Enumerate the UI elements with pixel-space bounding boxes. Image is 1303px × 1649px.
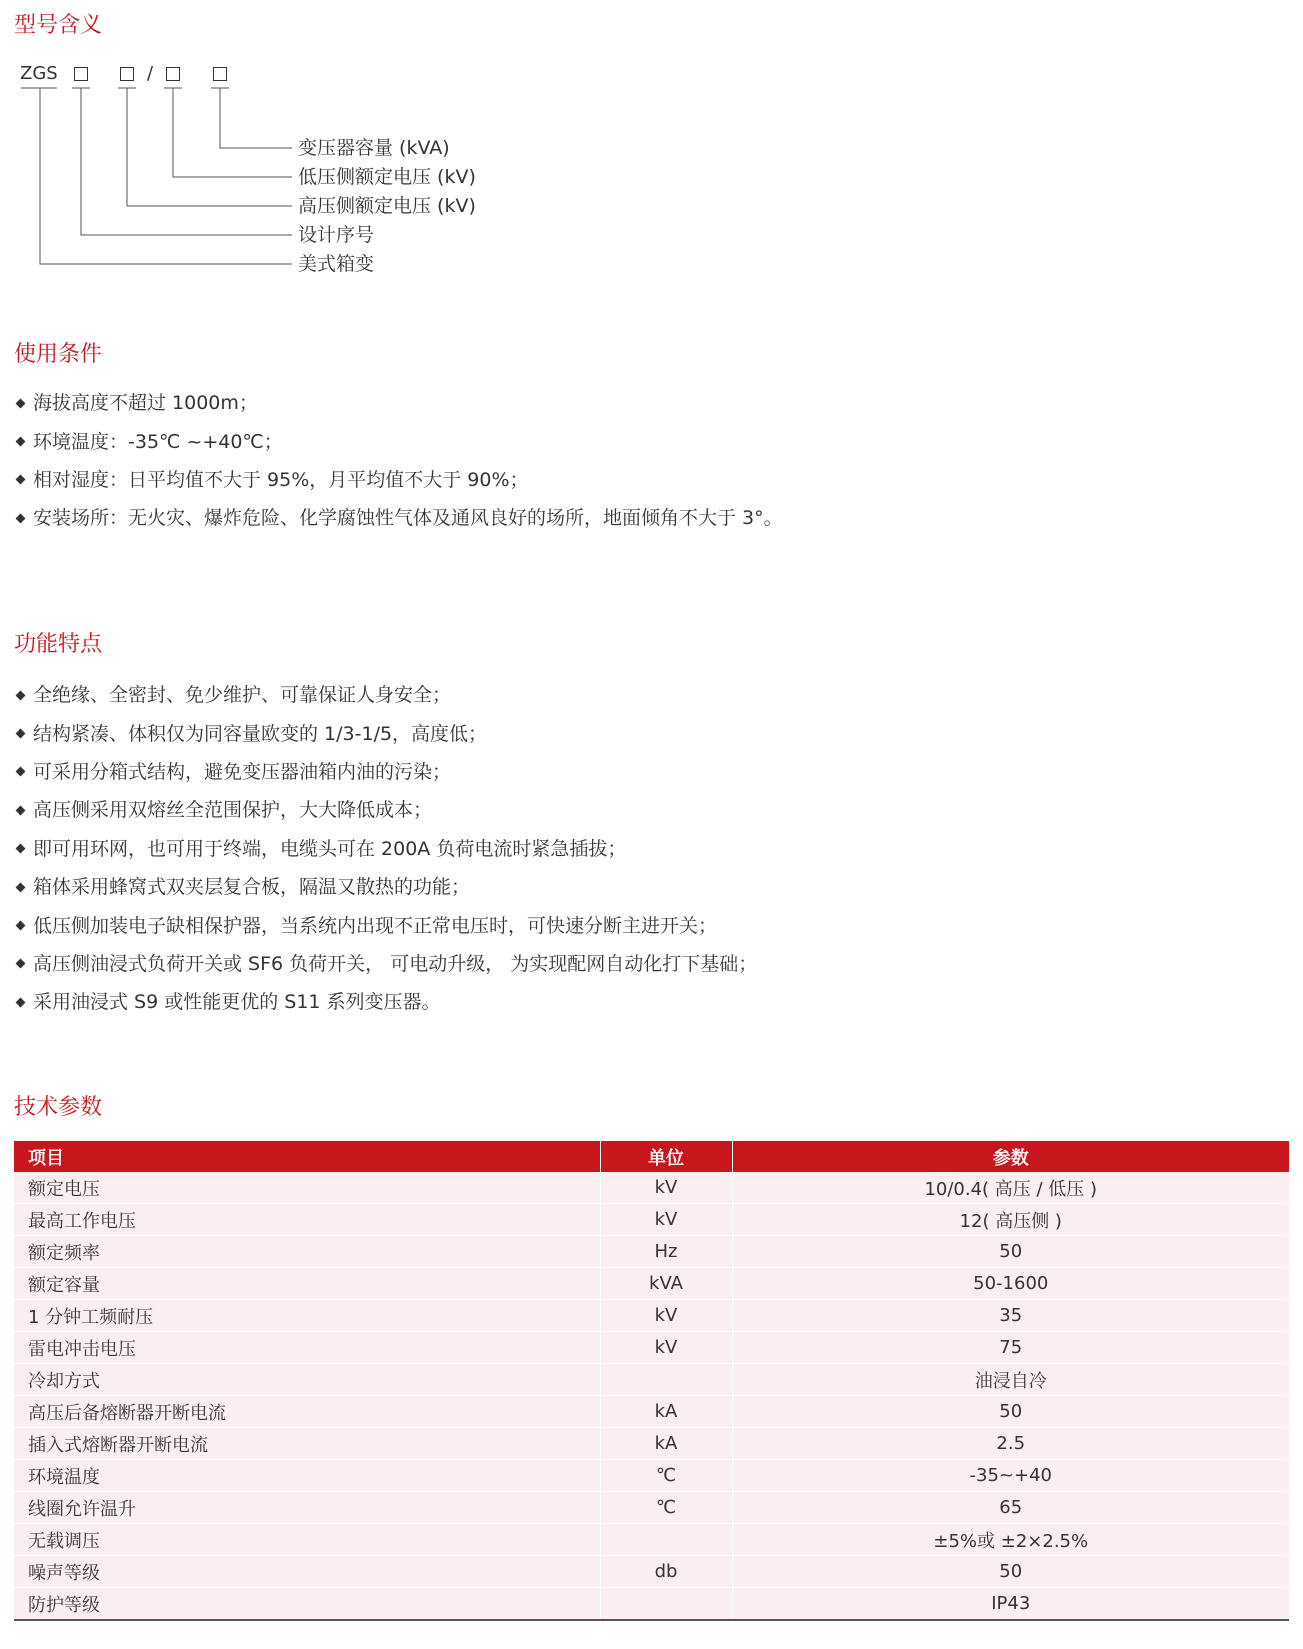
param-cell: 35 (732, 1300, 1289, 1332)
unit-cell: kV (600, 1172, 732, 1204)
table-row (14, 1300, 1289, 1332)
header-param: 参数 (732, 1141, 1289, 1172)
item-cell: 最高工作电压 (14, 1204, 600, 1236)
diamond-bullet-icon (16, 767, 26, 777)
list-item: 即可用环网，也可用于终端，电缆头可在 200A 负荷电流时紧急插拔； (14, 830, 757, 868)
unit-cell: kV (600, 1204, 732, 1236)
diamond-bullet-icon (16, 437, 26, 447)
item-cell: 高压后备熔断器开断电流 (14, 1396, 600, 1428)
param-cell: 50 (732, 1396, 1289, 1428)
unit-cell (600, 1364, 732, 1396)
diamond-bullet-icon (16, 844, 26, 854)
item-cell: 额定容量 (14, 1268, 600, 1300)
list-item: 全绝缘、全密封、免少维护、可靠保证人身安全； (14, 676, 757, 714)
unit-cell: kA (600, 1428, 732, 1460)
table-row (14, 1396, 1289, 1428)
tech-params-title: 技术参数 (14, 1095, 103, 1120)
list-item: 低压侧加装电子缺相保护器，当系统内出现不正常电压时，可快速分断主进开关； (14, 906, 757, 944)
tech-params-table (14, 1141, 1289, 1621)
diamond-bullet-icon (16, 398, 26, 408)
list-item: 高压侧油浸式负荷开关或 SF6 负荷开关， 可电动升级， 为实现配网自动化打下基础； (14, 945, 757, 983)
table-row (14, 1236, 1289, 1268)
item-cell: 噪声等级 (14, 1556, 600, 1588)
table-header-row (14, 1141, 1289, 1172)
item-cell: 冷却方式 (14, 1364, 600, 1396)
list-item: 海拔高度不超过 1000m； (14, 384, 783, 422)
unit-cell (600, 1588, 732, 1621)
param-cell: 50-1600 (732, 1268, 1289, 1300)
table-row (14, 1204, 1289, 1236)
list-item: 采用油浸式 S9 或性能更优的 S11 系列变压器。 (14, 983, 757, 1021)
features-list (14, 676, 757, 1022)
diamond-bullet-icon (16, 997, 26, 1007)
item-cell: 无载调压 (14, 1524, 600, 1556)
item-cell: 环境温度 (14, 1460, 600, 1492)
unit-cell: Hz (600, 1236, 732, 1268)
item-cell: 1 分钟工频耐压 (14, 1300, 600, 1332)
list-item: 安装场所：无火灾、爆炸危险、化学腐蚀性气体及通风良好的场所，地面倾角不大于 3°。 (14, 499, 783, 537)
item-cell: 额定电压 (14, 1172, 600, 1204)
model-leader-lines (0, 0, 300, 280)
unit-cell: kA (600, 1396, 732, 1428)
conditions-list (14, 384, 783, 538)
param-cell: 油浸自冷 (732, 1364, 1289, 1396)
list-item: 环境温度：-35℃ ~+40℃； (14, 422, 783, 460)
legend-us-box: 美式箱变 (298, 253, 375, 275)
list-item: 可采用分箱式结构，避免变压器油箱内油的污染； (14, 753, 757, 791)
diamond-bullet-icon (16, 513, 26, 523)
unit-cell: kV (600, 1300, 732, 1332)
diamond-bullet-icon (16, 959, 26, 969)
model-code: ZGS (20, 63, 58, 84)
item-cell: 插入式熔断器开断电流 (14, 1428, 600, 1460)
diamond-bullet-icon (16, 882, 26, 892)
conditions-title: 使用条件 (14, 342, 103, 367)
legend-design-no: 设计序号 (298, 224, 375, 246)
unit-cell: db (600, 1556, 732, 1588)
list-item: 箱体采用蜂窝式双夹层复合板，隔温又散热的功能； (14, 868, 757, 906)
item-cell: 防护等级 (14, 1588, 600, 1621)
diamond-bullet-icon (16, 690, 26, 700)
param-cell: 50 (732, 1236, 1289, 1268)
table-row (14, 1268, 1289, 1300)
table-row (14, 1460, 1289, 1492)
header-unit: 单位 (600, 1141, 732, 1172)
param-cell: 12( 高压侧 ) (732, 1204, 1289, 1236)
param-cell: 10/0.4( 高压 / 低压 ) (732, 1172, 1289, 1204)
diamond-bullet-icon (16, 475, 26, 485)
table-row (14, 1556, 1289, 1588)
list-item: 相对湿度：日平均值不大于 95%，月平均值不大于 90%； (14, 461, 783, 499)
list-item: 结构紧凑、体积仅为同容量欧变的 1/3-1/5，高度低； (14, 714, 757, 752)
param-cell: 50 (732, 1556, 1289, 1588)
table-row (14, 1172, 1289, 1204)
diamond-bullet-icon (16, 805, 26, 815)
table-row (14, 1524, 1289, 1556)
table-row (14, 1332, 1289, 1364)
unit-cell (600, 1524, 732, 1556)
header-item: 项目 (14, 1141, 600, 1172)
item-cell: 线圈允许温升 (14, 1492, 600, 1524)
table-row (14, 1492, 1289, 1524)
table-row (14, 1428, 1289, 1460)
legend-low-voltage: 低压侧额定电压 (kV) (298, 166, 476, 188)
param-cell: 2.5 (732, 1428, 1289, 1460)
diamond-bullet-icon (16, 729, 26, 739)
param-cell: 75 (732, 1332, 1289, 1364)
legend-capacity: 变压器容量 (kVA) (298, 137, 450, 159)
table-row (14, 1364, 1289, 1396)
unit-cell: kVA (600, 1268, 732, 1300)
item-cell: 雷电冲击电压 (14, 1332, 600, 1364)
model-slash: / (147, 63, 154, 84)
table-row (14, 1588, 1289, 1621)
unit-cell: ℃ (600, 1492, 732, 1524)
model-meaning-title: 型号含义 (14, 13, 103, 38)
legend-high-voltage: 高压侧额定电压 (kV) (298, 195, 476, 217)
param-cell: IP43 (732, 1588, 1289, 1621)
list-item: 高压侧采用双熔丝全范围保护，大大降低成本； (14, 791, 757, 829)
unit-cell: kV (600, 1332, 732, 1364)
diamond-bullet-icon (16, 921, 26, 931)
param-cell: -35~+40 (732, 1460, 1289, 1492)
features-title: 功能特点 (14, 632, 103, 657)
item-cell: 额定频率 (14, 1236, 600, 1268)
unit-cell: ℃ (600, 1460, 732, 1492)
param-cell: 65 (732, 1492, 1289, 1524)
param-cell: ±5%或 ±2×2.5% (732, 1524, 1289, 1556)
